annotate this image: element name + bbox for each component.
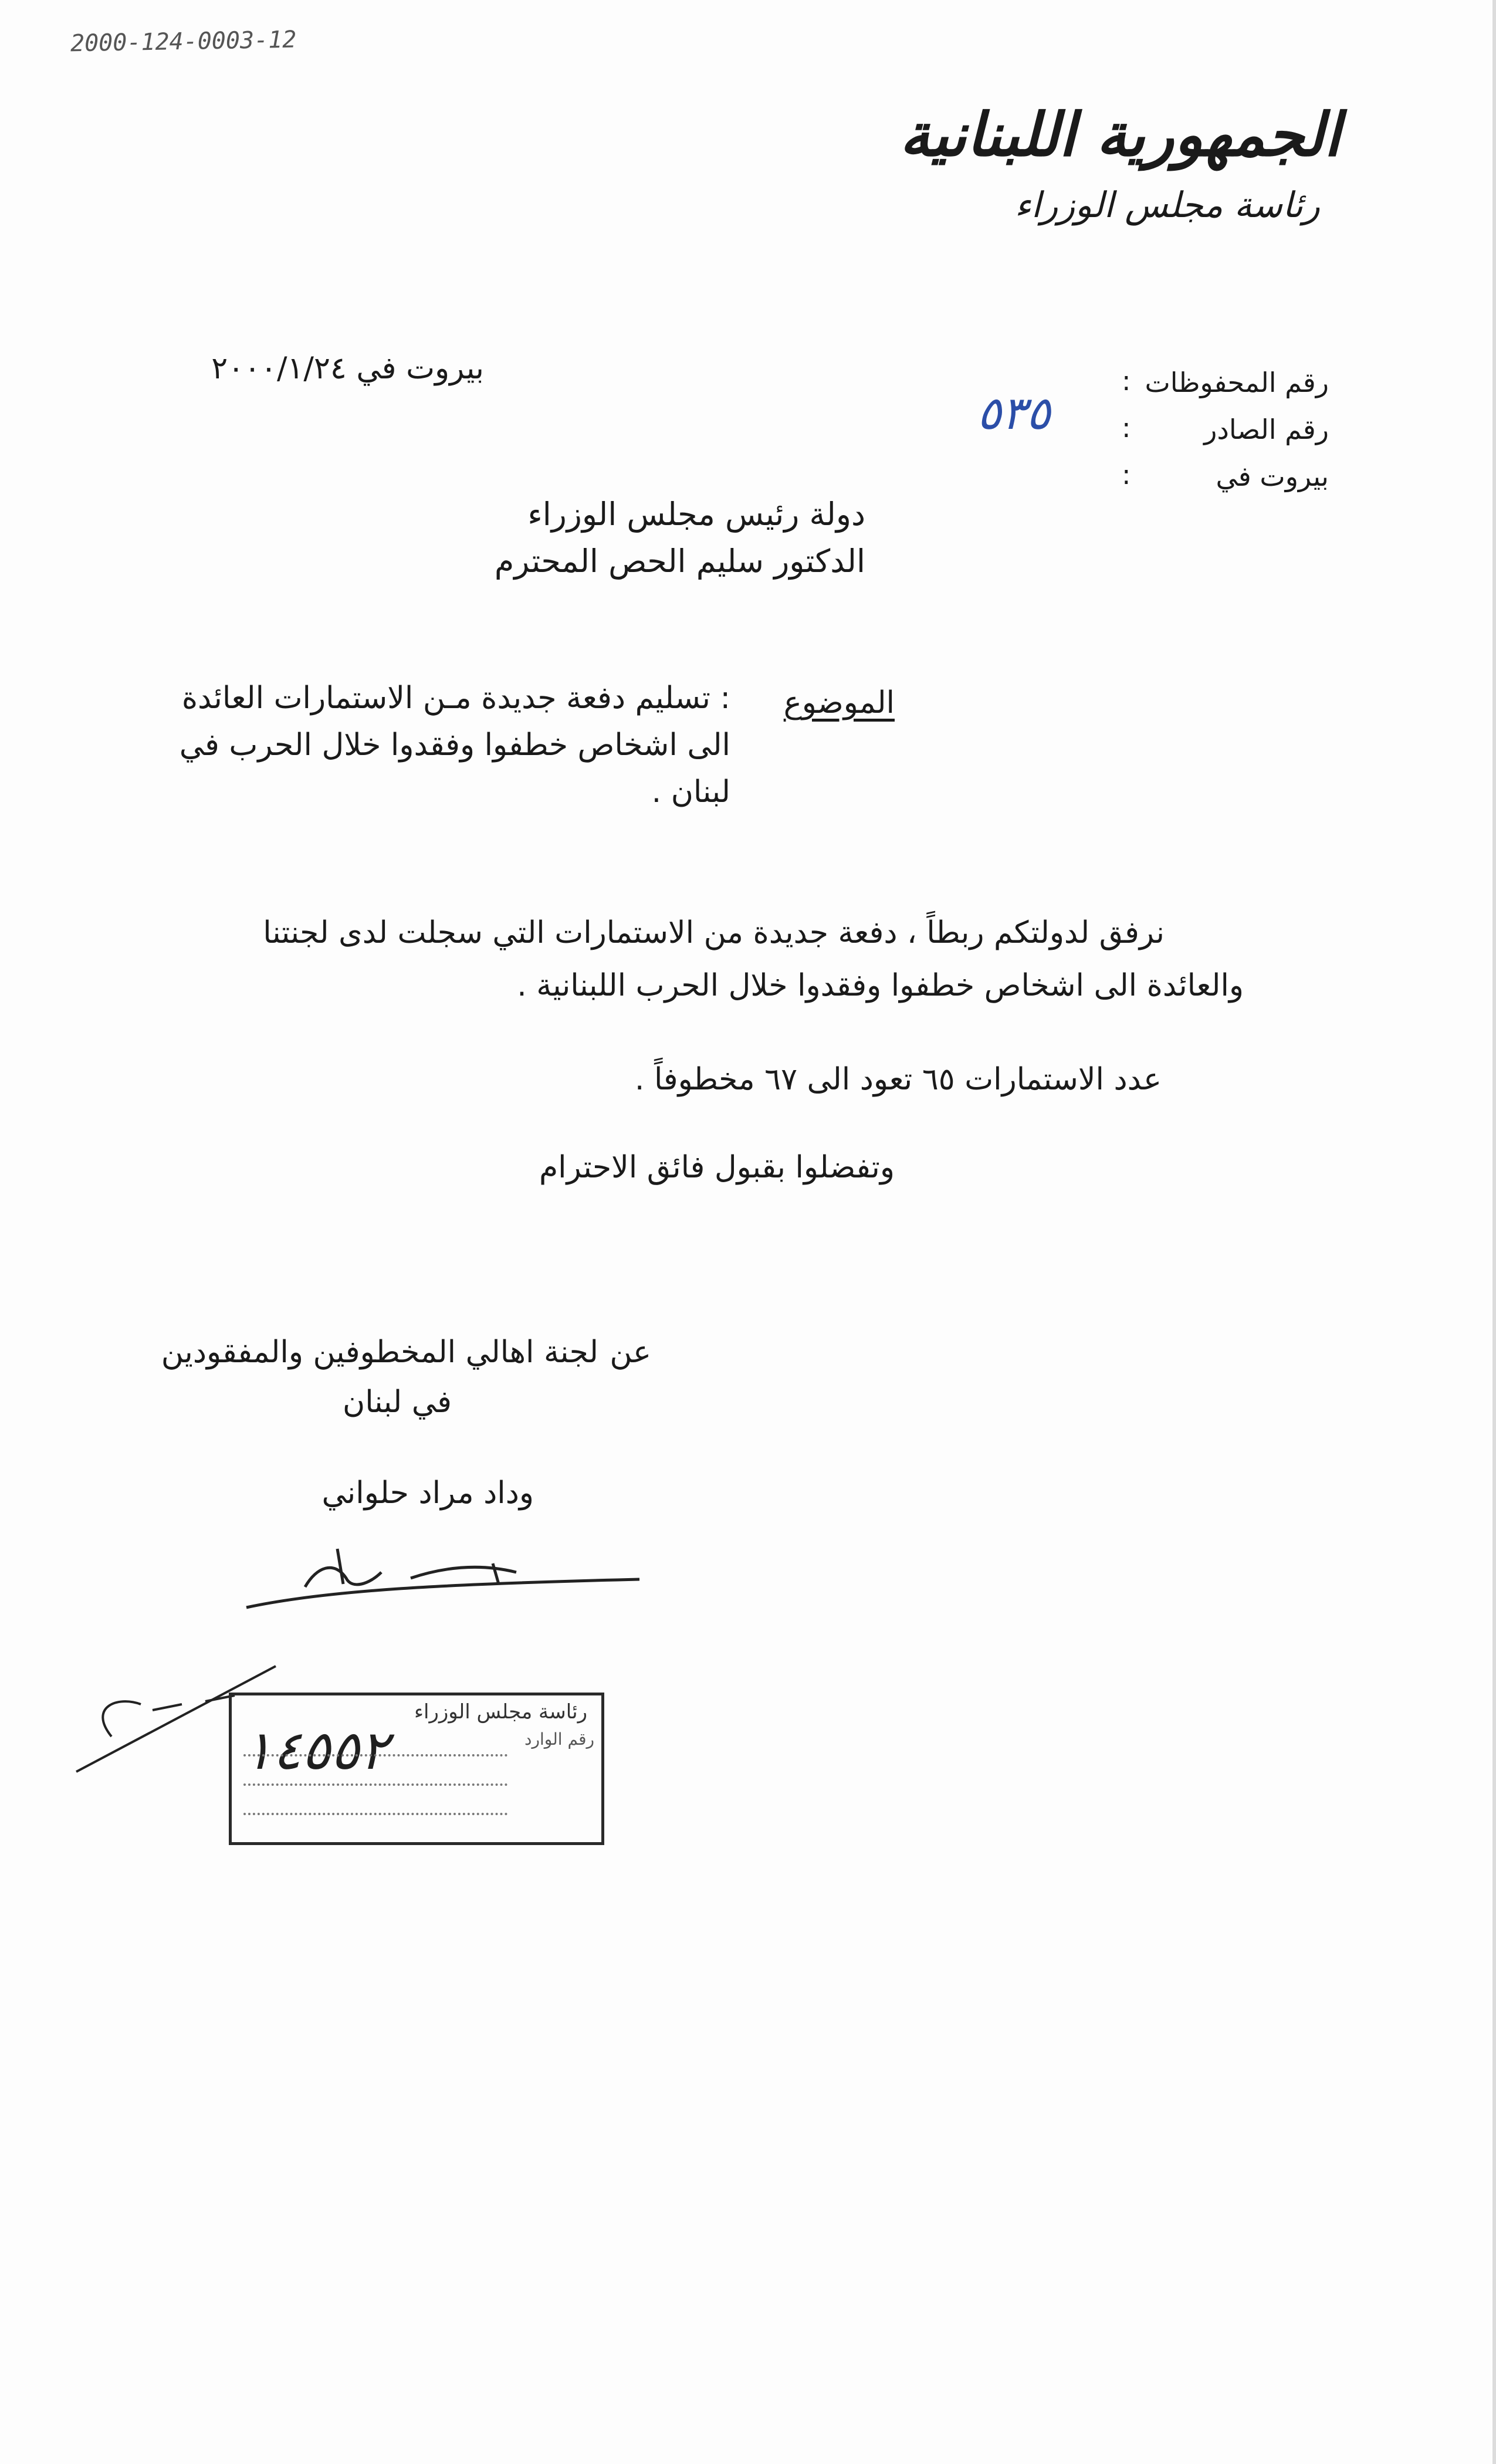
addressee-line-2: الدكتور سليم الحص المحترم xyxy=(494,543,865,580)
signature-committee-line-1: لجنة اهالي المخطوفين والمفقودين xyxy=(161,1335,598,1370)
issued-number-colon: : xyxy=(1122,412,1131,444)
signature-prefix: عن xyxy=(610,1335,651,1370)
archive-number-label: رقم المحفوظات xyxy=(1145,367,1329,398)
body-paragraph-1-line-1: نرفق لدولتكم ربطاً ، دفعة جديدة من الاستمارات التي سجلت لدى لجنتنا xyxy=(263,915,1165,950)
stamp-incoming-number-label: رقم الوارد xyxy=(524,1729,594,1749)
body-paragraph-2: عدد الاستمارات ٦٥ تعود الى ٦٧ مخطوفاً . xyxy=(634,1062,1162,1097)
date-line: بيروت في ٢٠٠٠/١/٢٤ xyxy=(211,351,484,386)
subject-label: الموضوع xyxy=(783,685,895,720)
body-paragraph-1-line-2: والعائدة الى اشخاص خطفوا وفقدوا خلال الحرب اللبنانية . xyxy=(517,968,1244,1003)
stamp-incoming-number-handwritten: ١٤٥٥٢ xyxy=(243,1719,389,1782)
issued-number-handwritten: ٥٣٥ xyxy=(977,387,1051,440)
place-date-label: بيروت في xyxy=(1216,461,1329,492)
archive-number-colon: : xyxy=(1122,365,1131,397)
addressee-line-1: دولة رئيس مجلس الوزراء xyxy=(527,496,865,533)
subject-line-3: لبنان . xyxy=(651,774,730,810)
stamp-row-line xyxy=(243,1783,507,1786)
stamp-title: رئاسة مجلس الوزراء xyxy=(414,1700,587,1724)
signature-committee-line-2: في لبنان xyxy=(343,1385,452,1420)
stamp-row-line xyxy=(243,1813,507,1815)
subject-line-2: الى اشخاص خطفوا وفقدوا خلال الحرب في xyxy=(179,727,730,763)
receipt-stamp xyxy=(229,1693,604,1845)
place-date-colon: : xyxy=(1122,459,1131,490)
reference-code: 2000-124-0003-12 xyxy=(70,26,297,57)
letterhead-subtitle: رئاسة مجلس الوزراء xyxy=(1014,185,1320,226)
letterhead-title: الجمهورية اللبنانية xyxy=(899,100,1341,170)
subject-line-1: : تسليم دفعة جديدة مـن الاستمارات العائدة xyxy=(181,681,730,716)
stamp-row-line xyxy=(243,1754,507,1756)
signatory-name: وداد مراد حلواني xyxy=(321,1475,534,1511)
closing-line: وتفضلوا بقبول فائق الاحترام xyxy=(539,1150,895,1185)
issued-number-label: رقم الصادر xyxy=(1204,414,1329,445)
